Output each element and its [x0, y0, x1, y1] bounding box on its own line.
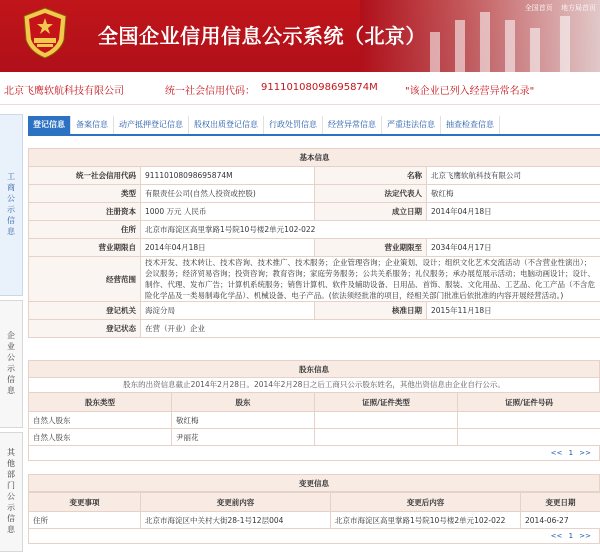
- table-cell: [458, 429, 600, 446]
- sidebar-item-business-disclosure[interactable]: 工商公示信息: [0, 114, 23, 296]
- table-row: [29, 412, 600, 429]
- field-value: 海淀分局: [141, 302, 315, 320]
- field-label: 登记机关: [29, 302, 141, 320]
- column-header: 证照/证件号码: [458, 393, 600, 412]
- abnormal-notice: "该企业已列入经营异常名录": [405, 82, 534, 97]
- table-cell: 尹丽花: [172, 429, 315, 446]
- pager-page-1[interactable]: 1: [569, 449, 573, 457]
- field-value: 在营（开业）企业: [141, 320, 600, 338]
- column-header: 变更后内容: [331, 493, 521, 512]
- pager-next[interactable]: >>: [579, 449, 591, 457]
- table-cell: 住所: [29, 512, 141, 529]
- column-header: 变更前内容: [141, 493, 331, 512]
- field-label: 名称: [315, 167, 427, 185]
- table-cell: 北京市海淀区高里掌路1号院10号楼2单元102-022: [331, 512, 521, 529]
- tab-chattel-mortgage[interactable]: 动产抵押登记信息: [114, 116, 189, 134]
- field-label: 登记状态: [29, 320, 141, 338]
- field-label: 成立日期: [315, 203, 427, 221]
- table-cell: [315, 412, 458, 429]
- field-label: 营业期限自: [29, 239, 141, 257]
- pager-page-1[interactable]: 1: [569, 532, 573, 540]
- table-cell: 北京市海淀区中关村大街28-1号12层004: [141, 512, 331, 529]
- basic-info-title: 基本信息: [29, 149, 600, 167]
- field-value: 有限责任公司(自然人投资或控股): [141, 185, 315, 203]
- info-tabs: [28, 116, 600, 136]
- pager-prev[interactable]: <<: [551, 532, 563, 540]
- field-value: 2034年04月17日: [427, 239, 600, 257]
- field-value: 敬红梅: [427, 185, 600, 203]
- sidebar-item-enterprise-disclosure[interactable]: 企业公示信息: [0, 300, 23, 428]
- company-name: 北京飞鹰软航科技有限公司: [4, 82, 124, 97]
- field-label: 注册资本: [29, 203, 141, 221]
- business-scope: 技术开发、技术转让、技术咨询、技术推广、技术服务；企业管理咨询；企业策划、设计；组织文化艺术交流活动（不含营业性演出）；会议服务；经济贸易咨询；投资咨询；教育咨询；家庭劳务服务；公共关系服务；礼仪服务；承办展览展示活动；电脑动画设计；设计、制作、代理、发布广告；计算机系统服务；销售计算机、软件及辅助设备、日用品、首饰、服装、文化用品、工艺品、化工产品（不含危险化学品及一类易制毒化学品）、机械设备、电子产品。(依法须经批准的项目，经相关部门批准后依批准的内容开展经营活动。): [141, 257, 600, 302]
- field-label: 营业期限至: [315, 239, 427, 257]
- basic-info-table: [28, 148, 600, 338]
- column-header: 变更日期: [521, 493, 600, 512]
- pager-next[interactable]: >>: [579, 532, 591, 540]
- column-header: 股东类型: [29, 393, 172, 412]
- field-label: 类型: [29, 185, 141, 203]
- field-label: 统一社会信用代码: [29, 167, 141, 185]
- table-cell: [315, 429, 458, 446]
- change-title: 变更信息: [29, 475, 600, 492]
- field-value: 91110108098695874M: [141, 167, 315, 185]
- national-emblem-icon: [20, 6, 70, 60]
- field-value: 2015年11月18日: [427, 302, 600, 320]
- field-value: 北京飞鹰软航科技有限公司: [427, 167, 600, 185]
- column-header: 证照/证件类型: [315, 393, 458, 412]
- site-title: 全国企业信用信息公示系统（北京）: [98, 20, 426, 49]
- column-header: 变更事项: [29, 493, 141, 512]
- field-value: 2014年04月18日: [141, 239, 315, 257]
- credit-code-label: 统一社会信用代码：: [165, 82, 255, 97]
- table-row: [29, 429, 600, 446]
- tab-spot-check[interactable]: 抽查检查信息: [441, 116, 500, 134]
- table-cell: 自然人股东: [29, 412, 172, 429]
- table-cell: 自然人股东: [29, 429, 172, 446]
- tab-admin-penalty[interactable]: 行政处罚信息: [264, 116, 323, 134]
- field-value: 2014年04月18日: [427, 203, 600, 221]
- change-table: [28, 492, 600, 529]
- change-panel: [28, 474, 600, 544]
- top-links: [519, 3, 596, 13]
- change-title-table: [28, 474, 600, 492]
- pager-prev[interactable]: <<: [551, 449, 563, 457]
- shareholder-pager: [28, 446, 600, 461]
- sidebar-item-other-dept-disclosure[interactable]: 其他部门公示信息: [0, 432, 23, 552]
- credit-code-value: 91110108098695874M: [261, 82, 378, 93]
- basic-info-panel: [28, 148, 600, 338]
- shareholder-note: 股东的出资信息截止2014年2月28日。2014年2月28日之后工商只公示股东姓名，其他出资信息由企业自行公示。: [28, 378, 600, 392]
- company-bar: [0, 72, 600, 105]
- local-home-link[interactable]: 地方局首页: [561, 4, 596, 12]
- tab-registration[interactable]: 登记信息: [28, 116, 71, 134]
- tab-equity-pledge[interactable]: 股权出质登记信息: [189, 116, 264, 134]
- column-header: 股东: [172, 393, 315, 412]
- table-cell: 敬红梅: [172, 412, 315, 429]
- shareholder-panel: [28, 360, 600, 461]
- shareholder-title: 股东信息: [29, 361, 600, 378]
- tab-filing[interactable]: 备案信息: [71, 116, 114, 134]
- site-header: [0, 0, 600, 72]
- table-cell: 2014-06-27: [521, 512, 600, 529]
- field-label: 核准日期: [315, 302, 427, 320]
- change-pager: [28, 529, 600, 544]
- tab-serious-violation[interactable]: 严重违法信息: [382, 116, 441, 134]
- field-value: 北京市海淀区高里掌路1号院10号楼2单元102-022: [141, 221, 600, 239]
- shareholder-table: [28, 392, 600, 446]
- field-label: 住所: [29, 221, 141, 239]
- national-home-link[interactable]: 全国首页: [525, 4, 553, 12]
- tab-abnormal-operation[interactable]: 经营异常信息: [323, 116, 382, 134]
- table-cell: [458, 412, 600, 429]
- field-label: 法定代表人: [315, 185, 427, 203]
- shareholder-title-table: [28, 360, 600, 378]
- table-row: [29, 512, 600, 529]
- field-value: 1000 万元 人民币: [141, 203, 315, 221]
- field-label: 经营范围: [29, 257, 141, 302]
